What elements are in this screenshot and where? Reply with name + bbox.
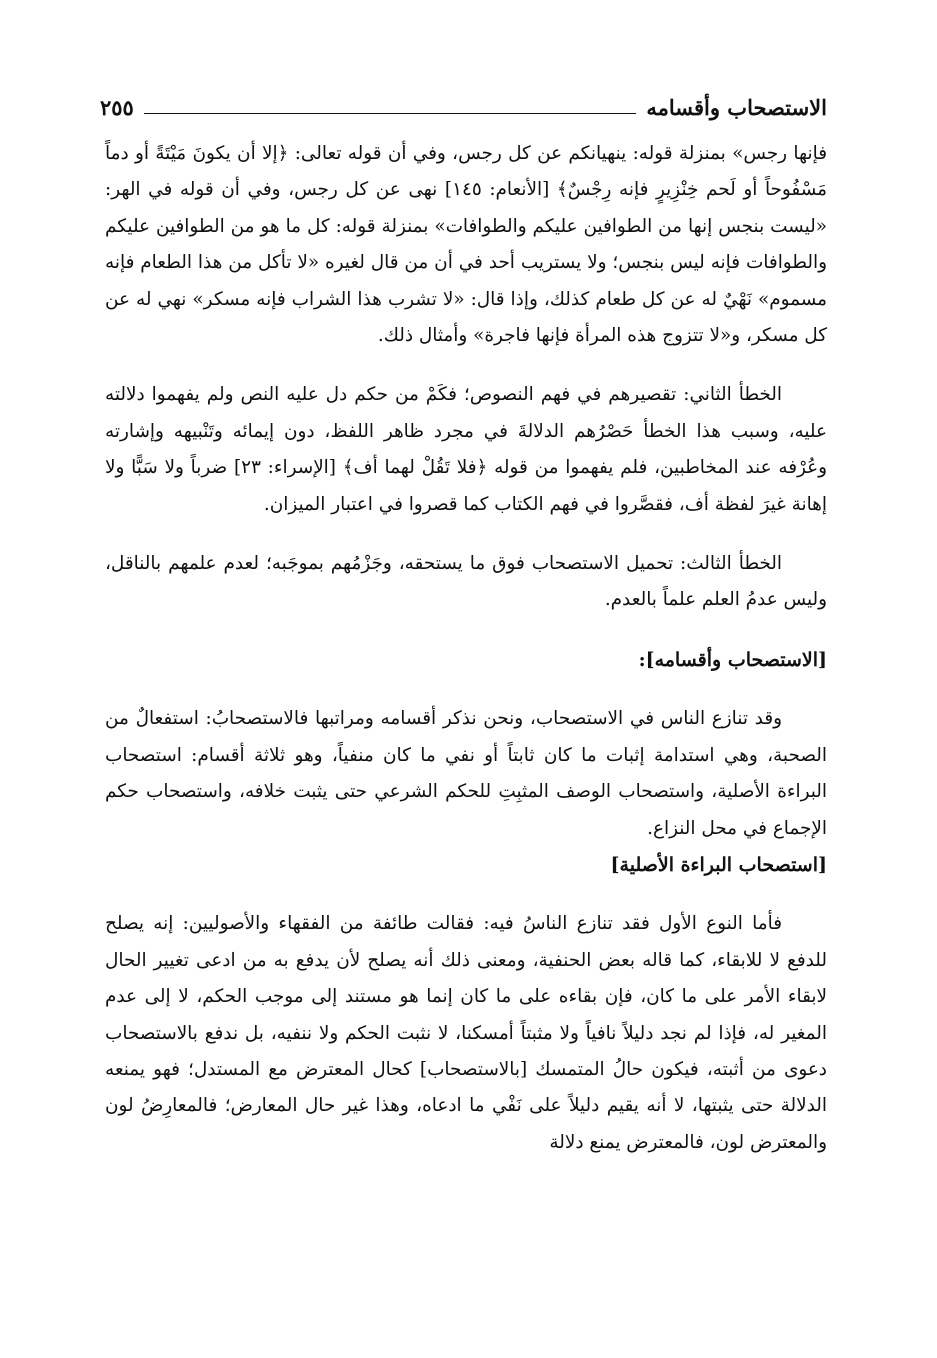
running-title: الاستصحاب وأقسامه	[646, 95, 827, 120]
section-heading-original-innocence: [استصحاب البراءة الأصلية]	[610, 853, 827, 876]
paragraph-continuation: فإنها رجس» بمنزلة قوله: ينهيانكم عن كل رجس، وفي أن قوله تعالى: ﴿إلا أن يكونَ مَيْتَةً أو دماً مَسْفُوحاً أو لَحم خِنْزِيرٍ فإنه رِجْسٌ﴾ [الأنعام: ١٤٥] نهى عن كل رجس، وفي أن قوله في الهر: «ليست بنجس إنها من الطوافين عليكم والطوافات» بمنزلة قوله: كل ما هو من الطوافين عليكم والطوافات فإنه ليس بنجس؛ ولا يستريب أحد في أن من قال لغيره «لا تأكل من هذا الطعام فإنه مسموم» نَهْيٌ له عن كل طعام كذلك، وإذا قال: «لا تشرب هذا الشراب فإنه مسكر» نهي له عن كل مسكر، و«لا تتزوج هذه المرأة فإنها فاجرة» وأمثال ذلك.	[105, 143, 827, 347]
paragraph-second-error: الخطأ الثاني: تقصيرهم في فهم النصوص؛ فكَمْ من حكم دل عليه النص ولم يفهموا دلالته عليه، وسبب هذا الخطأ حَصْرُهم الدلالةَ في مجرد ظاهر اللفظ، دون إيمائه وتَنْبيهه وإشارته وعُرْفه عند المخاطبين، فلم يفهموا من قوله ﴿فلا تَقُلْ لهما أف﴾ [الإسراء: ٢٣] ضرباً ولا سَبًّا ولا إهانة غيرَ لفظة أف، فقصَّروا في فهم الكتاب كما قصروا في اعتبار الميزان.	[105, 384, 827, 515]
section-heading-istishab: [الاستصحاب وأقسامه]:	[638, 648, 827, 671]
header-rule	[144, 113, 637, 114]
running-header	[100, 86, 827, 120]
body-text	[105, 136, 827, 1184]
paragraph-istishab-types: وقد تنازع الناس في الاستصحاب، ونحن نذكر أقسامه ومراتبها فالاستصحابُ: استفعالٌ من الصحبة، وهي استدامة إثبات ما كان ثابتاً أو نفي ما كان منفياً، وهو ثلاثة أقسام: استصحاب البراءة الأصلية، واستصحاب الوصف المثبِتِ للحكم الشرعي حتى يثبت خلافه، واستصحاب حكم الإجماع في محل النزاع.	[105, 708, 827, 839]
page-number: ٢٥٥	[100, 95, 134, 120]
paragraph-first-type: فأما النوع الأول فقد تنازع الناسُ فيه: فقالت طائفة من الفقهاء والأصوليين: إنه يصلح للدفع لا للابقاء، كما قاله بعض الحنفية، ومعنى ذلك أنه يصلح لأن يدفع به من ادعى تغيير الحال لابقاء الأمر على ما كان، فإن بقاءه على ما كان إنما هو مستند إلى موجب الحكم، لا إلى عدم المغير له، فإذا لم نجد دليلاً نافياً ولا مثبتاً أمسكنا، لا نثبت الحكم ولا ننفيه، بل ندفع بالاستصحاب دعوى من أثبته، فيكون حالُ المتمسك [بالاستصحاب] كحال المعترض مع المستدل؛ فهو يمنعه الدلالة حتى يثبتها، لا أنه يقيم دليلاً على نَفْي ما ادعاه، وهذا غير حال المعارض؛ فالمعارِضُ لون والمعترض لون، فالمعترض يمنع دلالة	[105, 913, 827, 1153]
paragraph-third-error: الخطأ الثالث: تحميل الاستصحاب فوق ما يستحقه، وجَزْمُهم بموجَبه؛ لعدم علمهم بالناقل، وليس عدمُ العلم علماً بالعدم.	[105, 553, 827, 611]
